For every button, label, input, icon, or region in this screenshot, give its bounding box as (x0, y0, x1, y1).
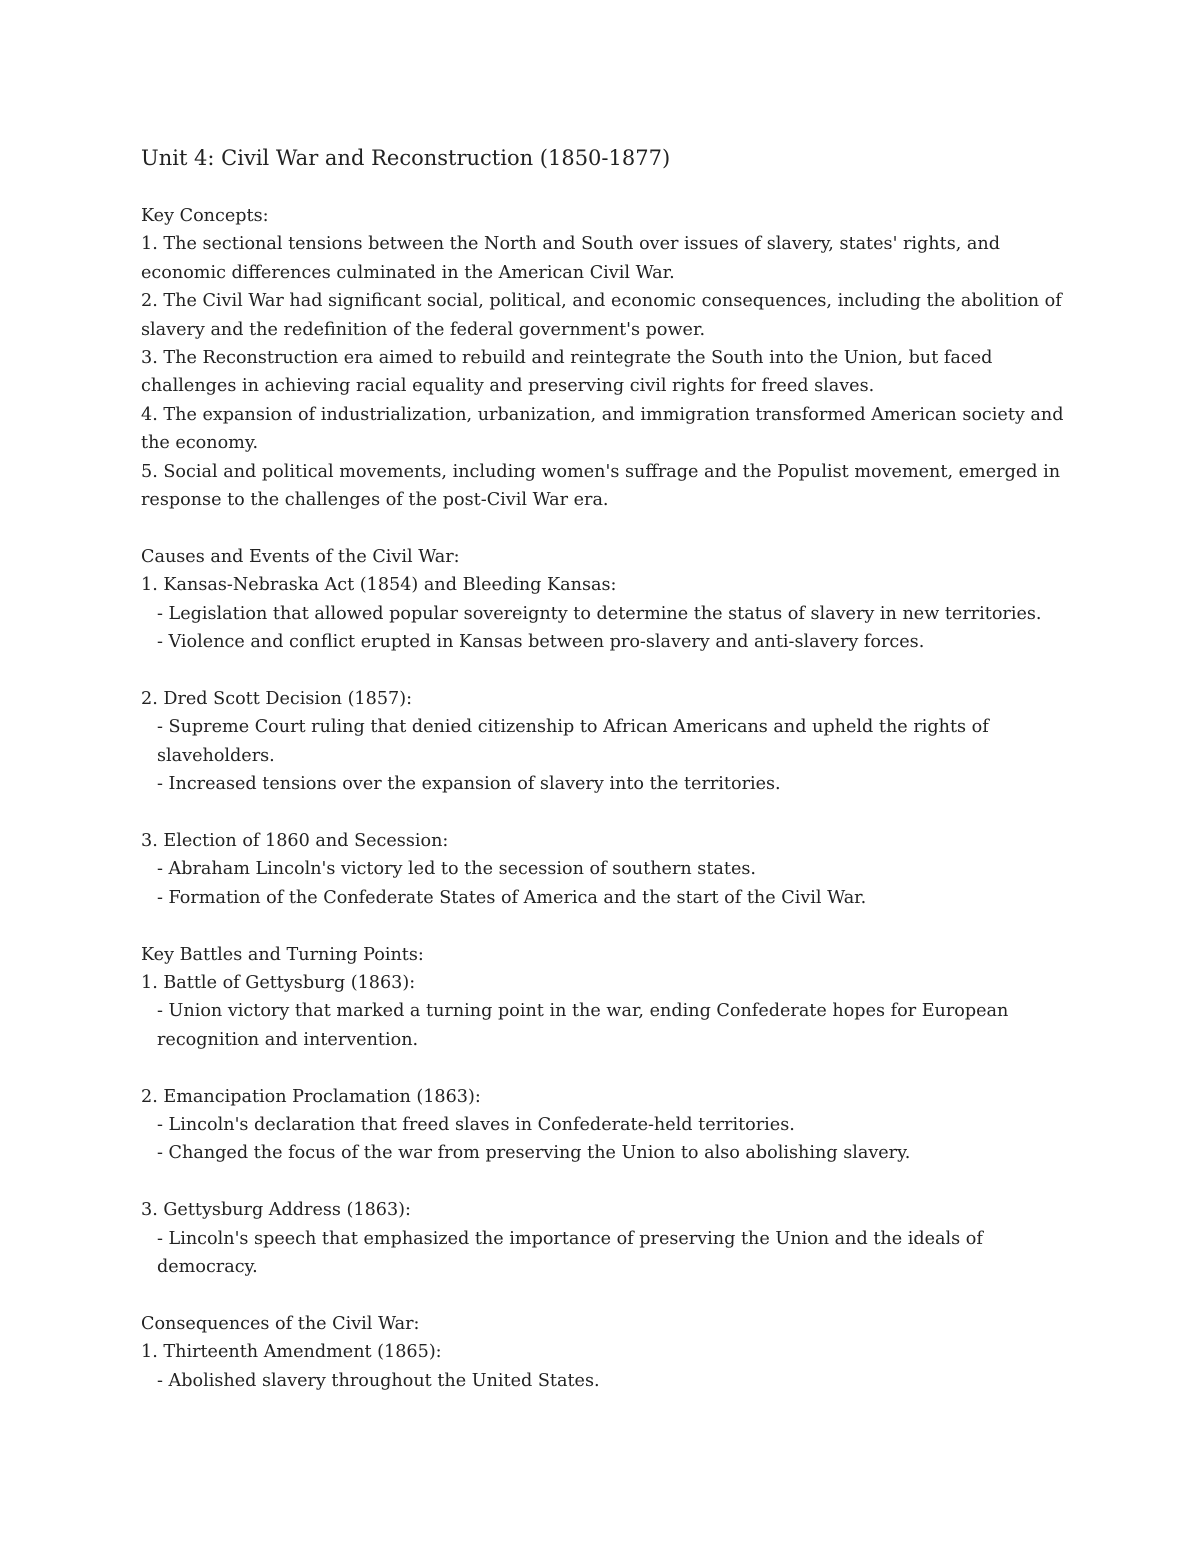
event-block (141, 685, 1081, 799)
event-point: - Changed the focus of the war from preserving the Union to also abolishing slavery. (157, 1143, 911, 1164)
event-block (141, 827, 1081, 912)
consequences-heading: Consequences of the Civil War: (141, 1313, 420, 1334)
key-concept-item: 3. The Reconstruction era aimed to rebuild and reintegrate the South into the Union, but faced challenges in achieving racial equality and preserving civil rights for freed slaves. (141, 348, 993, 397)
event-title: 3. Gettysburg Address (1863): (141, 1200, 411, 1221)
event-block (141, 1083, 1081, 1168)
key-concept-item: 5. Social and political movements, including women's suffrage and the Populist movement, emerged in response to the challenges of the post-Civil War era. (141, 461, 1061, 511)
event-block (141, 1196, 1081, 1281)
event-block (141, 969, 1081, 1054)
event-point: - Lincoln's declaration that freed slaves in Confederate-held territories. (157, 1114, 795, 1135)
event-point: - Abolished slavery throughout the United States. (157, 1370, 600, 1391)
event-title: 2. Emancipation Proclamation (1863): (141, 1086, 481, 1107)
event-point: - Formation of the Confederate States of America and the start of the Civil War. (157, 887, 867, 908)
key-concepts-section (141, 202, 1081, 514)
battles-section (141, 941, 1081, 1282)
event-title: 1. Thirteenth Amendment (1865): (141, 1342, 442, 1363)
event-title: 3. Election of 1860 and Secession: (141, 830, 449, 851)
key-concept-item: 2. The Civil War had significant social, political, and economic consequences, including the abolition of slavery and the redefinition of the federal government's power. (141, 291, 1062, 340)
document-page (141, 142, 1081, 1423)
causes-heading: Causes and Events of the Civil War: (141, 546, 460, 567)
event-title: 1. Battle of Gettysburg (1863): (141, 972, 416, 993)
key-concepts-heading: Key Concepts: (141, 206, 269, 226)
event-point: - Increased tensions over the expansion of slavery into the territories. (157, 774, 781, 795)
event-point: - Abraham Lincoln's victory led to the secession of southern states. (157, 859, 756, 880)
document-title: Unit 4: Civil War and Reconstruction (1850-1877) (141, 146, 671, 170)
event-point: - Violence and conflict erupted in Kansas between pro-slavery and anti-slavery forces. (157, 632, 925, 653)
battles-heading: Key Battles and Turning Points: (141, 944, 424, 965)
event-title: 2. Dred Scott Decision (1857): (141, 688, 412, 709)
key-concept-item: 1. The sectional tensions between the North and South over issues of slavery, states' rights, and economic differences culminated in the American Civil War. (141, 234, 1000, 283)
causes-section (141, 543, 1081, 912)
event-block (141, 571, 1081, 656)
event-point: - Union victory that marked a turning point in the war, ending Confederate hopes for European recognition and intervention. (157, 1001, 1009, 1050)
event-title: 1. Kansas-Nebraska Act (1854) and Bleeding Kansas: (141, 575, 617, 596)
key-concept-item: 4. The expansion of industrialization, urbanization, and immigration transformed American society and the economy. (141, 404, 1064, 454)
event-point: - Legislation that allowed popular sovereignty to determine the status of slavery in new territories. (157, 603, 1042, 624)
event-point: - Lincoln's speech that emphasized the importance of preserving the Union and the ideals of democracy. (157, 1228, 983, 1277)
event-point: - Supreme Court ruling that denied citizenship to African Americans and upheld the rights of slaveholders. (157, 717, 989, 766)
consequences-section (141, 1310, 1081, 1395)
